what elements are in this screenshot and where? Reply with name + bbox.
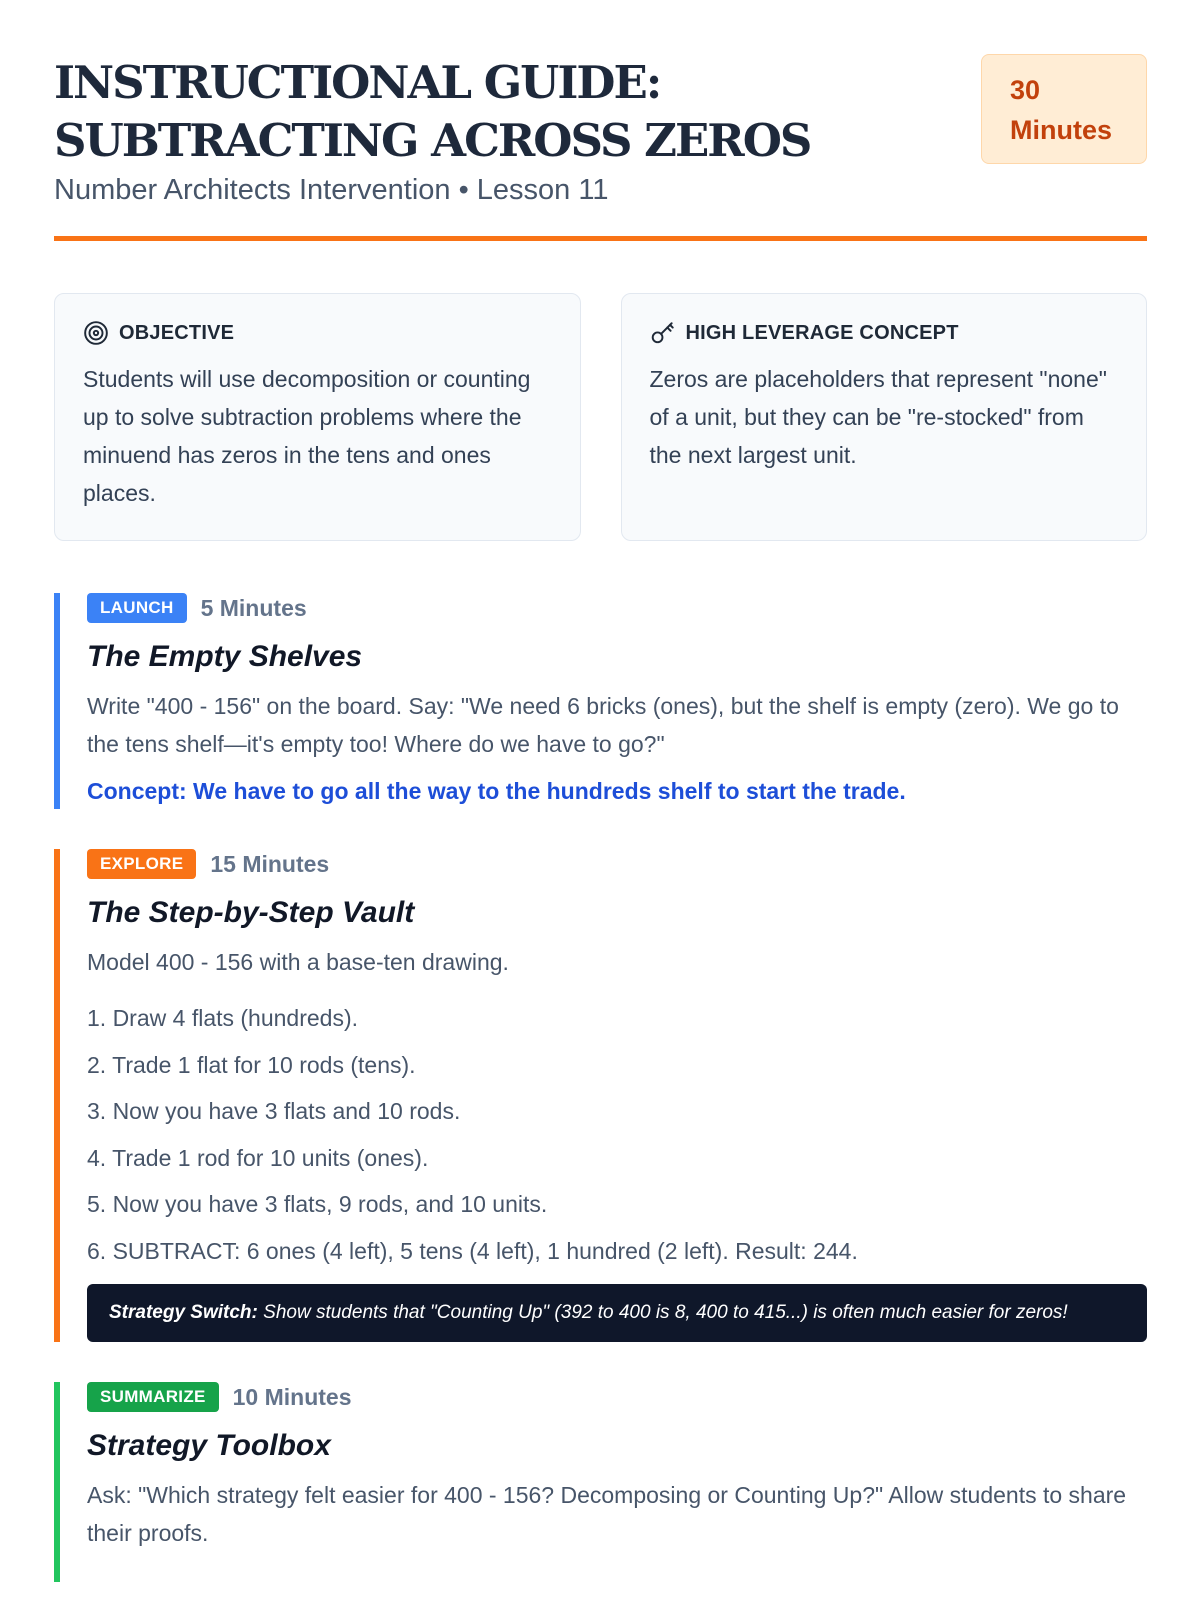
- page-subtitle: Number Architects Intervention • Lesson 11: [54, 174, 609, 206]
- concept-card: [621, 293, 1148, 541]
- summarize-time: 10 Minutes: [232, 1383, 352, 1410]
- summarize-phase-header: [87, 1382, 1147, 1412]
- callout-label: Strategy Switch:: [109, 1302, 258, 1323]
- summarize-text: Ask: "Which strategy felt easier for 400 - 156? Decomposing or Counting Up?" Allow students to share their proofs.: [87, 1482, 1127, 1546]
- concept-card-title: HIGH LEVERAGE CONCEPT: [685, 321, 959, 344]
- objective-card-body: Students will use decomposition or counting up to solve subtraction problems where the minuend has zeros in the tens and ones places.: [83, 366, 531, 506]
- launch-concept: Concept: We have to go all the way to the hundreds shelf to start the trade.: [87, 778, 906, 804]
- info-cards: [54, 293, 1147, 541]
- title-block: [54, 54, 954, 208]
- header: [54, 54, 1147, 208]
- step-item: 5. Now you have 3 flats, 9 rods, and 10 units.: [87, 1191, 548, 1217]
- launch-phase: [54, 593, 1147, 809]
- page-title: INSTRUCTIONAL GUIDE: SUBTRACTING ACROSS ZEROS: [54, 56, 811, 167]
- explore-time: 15 Minutes: [210, 850, 330, 877]
- launch-title: The Empty Shelves: [87, 640, 363, 673]
- explore-steps: [87, 995, 1147, 1274]
- explore-title: The Step-by-Step Vault: [87, 896, 415, 929]
- explore-phase: [54, 849, 1147, 1342]
- explore-phase-header: [87, 849, 1147, 879]
- concept-card-body: Zeros are placeholders that represent "none" of a unit, but they can be "re-stocked" from the next largest unit.: [649, 366, 1107, 468]
- strategy-switch-callout: [87, 1284, 1147, 1342]
- header-divider: [54, 236, 1147, 241]
- concept-card-header: [650, 320, 1119, 346]
- summarize-title: Strategy Toolbox: [87, 1429, 331, 1462]
- objective-card-header: [83, 320, 552, 346]
- launch-text: Write "400 - 156" on the board. Say: "We need 6 bricks (ones), but the shelf is empty (zero). We go to the tens shelf—it's empty too! Where do we have to go?": [87, 693, 1119, 757]
- explore-tag: EXPLORE: [87, 849, 196, 879]
- key-icon: [650, 320, 676, 346]
- objective-card-title: OBJECTIVE: [119, 321, 235, 344]
- step-item: 2. Trade 1 flat for 10 rods (tens).: [87, 1051, 416, 1078]
- summarize-phase: [54, 1382, 1147, 1552]
- step-item: 6. SUBTRACT: 6 ones (4 left), 5 tens (4 left), 1 hundred (2 left). Result: 244.: [87, 1237, 858, 1264]
- target-icon: [83, 320, 109, 346]
- summarize-tag: SUMMARIZE: [87, 1382, 219, 1412]
- duration-badge: 30 Minutes: [981, 54, 1147, 164]
- step-item: 4. Trade 1 rod for 10 units (ones).: [87, 1144, 429, 1171]
- objective-card: [54, 293, 581, 541]
- launch-time: 5 Minutes: [200, 594, 307, 621]
- explore-intro: Model 400 - 156 with a base-ten drawing.: [87, 949, 509, 975]
- step-item: 1. Draw 4 flats (hundreds).: [87, 1005, 359, 1031]
- launch-tag: LAUNCH: [87, 593, 187, 623]
- step-item: 3. Now you have 3 flats and 10 rods.: [87, 1098, 461, 1124]
- launch-phase-header: [87, 593, 1147, 623]
- callout-text: Show students that "Counting Up" (392 to 400 is 8, 400 to 415...) is often much easier for zeros!: [257, 1302, 1068, 1323]
